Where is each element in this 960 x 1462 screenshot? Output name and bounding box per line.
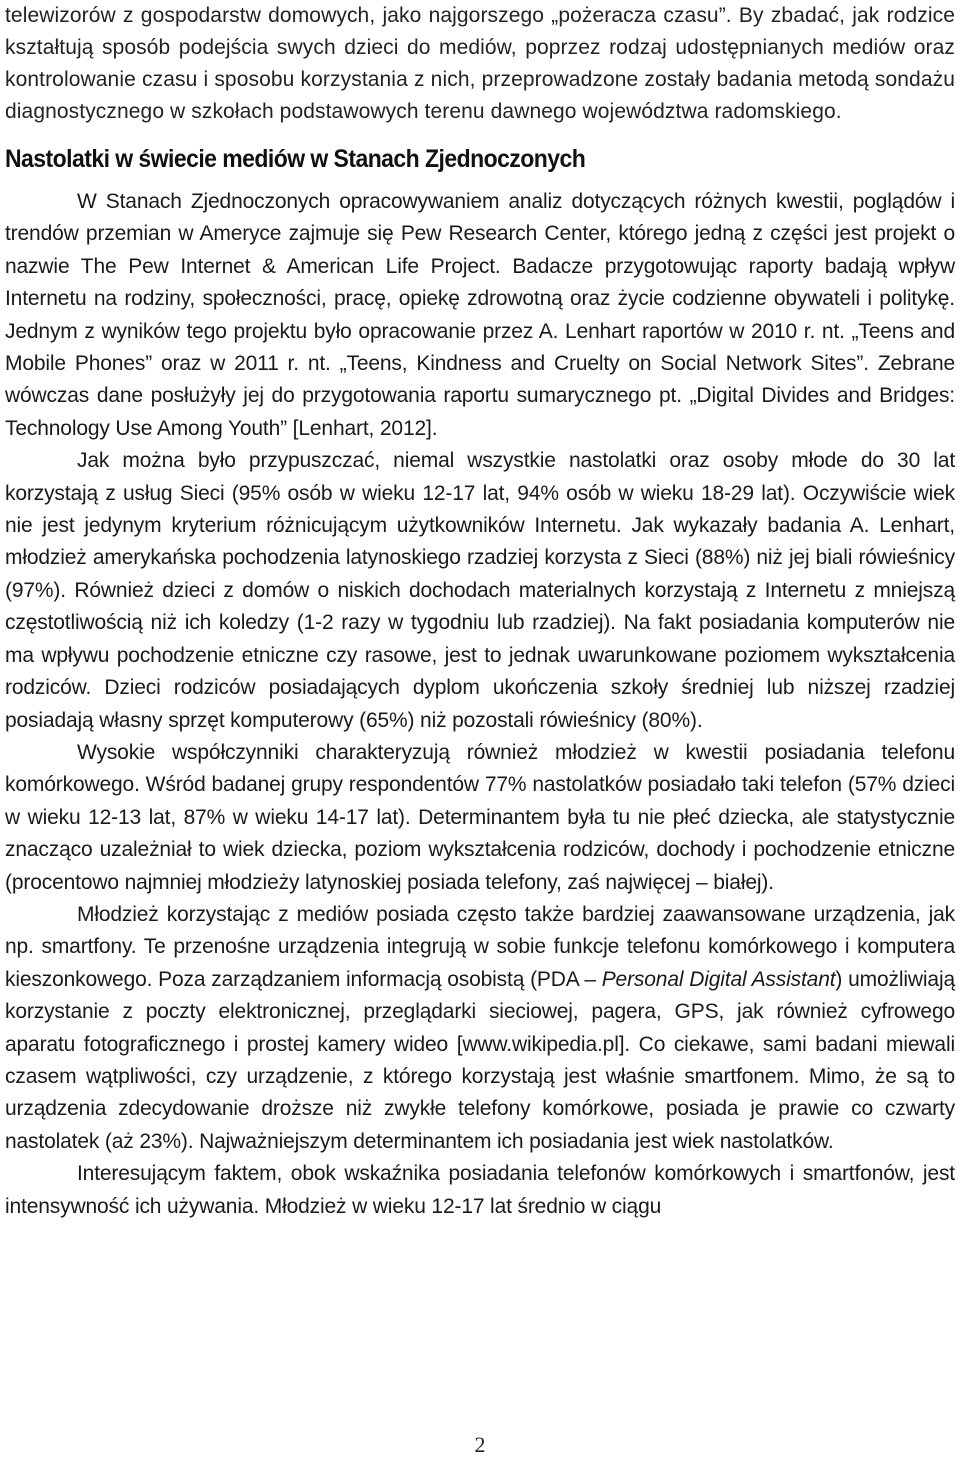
section-heading: Nastolatki w świecie mediów w Stanach Zjednoczonych xyxy=(5,145,586,173)
pda-text-after: ) umożliwiają korzystanie z poczty elektronicznej, przeglądarki sieciowej, pagera, GPS, jak również cyfrowego aparatu fotograficznego i prostej kamery wideo [www.wikipedia.pl]. Co ciekawe, sami badani miewali czasem wątpliwości, czy urządzenie, z którego korzystają jest właśnie smartfonem. Mimo, że są to urządzenia zdecydowanie droższe niż zwykłe telefony komórkowe, posiada je prawie co czwarty nastolatek (aż 23%). Najważniejszym determinantem ich posiadania jest wiek nastolatków. xyxy=(5,967,955,1153)
paragraph-usage-intensity: Interesującym faktem, obok wskaźnika posiadania telefonów komórkowych i smartfonów, jest intensywność ich używania. Młodzież w wieku 12-17 lat średnio w ciągu xyxy=(5,1162,955,1218)
paragraph-mobile-phones: Wysokie współczynniki charakteryzują również młodzież w kwestii posiadania telefonu komórkowego. Wśród badanej grupy respondentów 77% nastolatków posiadało taki telefon (57% dzieci w wieku 12-13 lat, 87% w wieku 14-17 lat). Determinantem była tu nie płeć dziecka, ale statystycznie znacząco uzależniał to wiek dziecka, poziom wykształcenia rodziców, dochody i pochodzenie etniczne (procentowo najmniej młodzieży latynoskiej posiada telefony, zaś najwięcej – białej). xyxy=(5,740,955,894)
page-number: 2 xyxy=(474,1432,486,1457)
paragraph-internet-usage: Jak można było przypuszczać, niemal wszystkie nastolatki oraz osoby młode do 30 lat korzystają z usług Sieci (95% osób w wieku 12-17 lat, 94% osób w wieku 18-29 lat). Oczywiście wiek nie jest jedynym kryterium różnicującym użytkowników Internetu. Jak wykazały badania A. Lenhart, młodzież amerykańska pochodzenia latynoskiego rzadziej korzysta z Sieci (88%) niż jej biali rówieśnicy (97%). Również dzieci z domów o niskich dochodach materialnych korzystają z Internetu z mniejszą częstotliwością niż ich koledzy (1-2 razy w tygodniu lub rzadziej). Na fakt posiadania komputerów nie ma wpływu pochodzenie etniczne czy rasowe, jest to jednak uwarunkowane poziomem wykształcenia rodziców. Dzieci rodziców posiadających dyplom ukończenia szkoły średniej lub niższej rzadziej posiadają własny sprzęt komputerowy (65%) niż pozostali rówieśnicy (80%). xyxy=(5,449,955,732)
intro-paragraph: telewizorów z gospodarstw domowych, jako najgorszego „pożeracza czasu”. By zbadać, jak rodzice kształtują sposób podejścia swych dzieci do mediów, poprzez rodzaj udostępnianych mediów oraz kontrolowanie czasu i sposobu korzystania z nich, przeprowadzone zostały badania metodą sondażu diagnostycznego w szkołach podstawowych terenu dawnego województwa radomskiego. xyxy=(5,4,955,123)
pda-text-before: Młodzież korzystając z mediów posiada często także bardziej zaawansowane urządzenia, jak np. smartfony. Te przenośne urządzenia integrują w sobie funkcje telefonu komórkowego i komputera kieszonkowego. Poza zarządzaniem informacją osobistą (PDA – xyxy=(5,902,955,991)
document-page xyxy=(5,0,955,1223)
paragraph-pew-research: W Stanach Zjednoczonych opracowywaniem analiz dotyczących różnych kwestii, poglądów i trendów przemian w Ameryce zajmuje się Pew Research Center, którego jedną z części jest projekt o nazwie The Pew Internet & American Life Project. Badacze przygotowując raporty badają wpływ Internetu na rodziny, społeczności, pracę, opiekę zdrowotną oraz życie codzienne obywateli i politykę. Jednym z wyników tego projektu było opracowanie przez A. Lenhart raportów w 2010 r. nt. „Teens and Mobile Phones” oraz w 2011 r. nt. „Teens, Kindness and Cruelty on Social Network Sites”. Zebrane wówczas dane posłużyły jej do przygotowania raportu sumarycznego pt. „Digital Divides and Bridges: Technology Use Among Youth” [Lenhart, 2012]. xyxy=(5,190,955,440)
paragraph-smartphones xyxy=(5,899,955,1158)
pda-italic-term: Personal Digital Assistant xyxy=(601,967,836,991)
